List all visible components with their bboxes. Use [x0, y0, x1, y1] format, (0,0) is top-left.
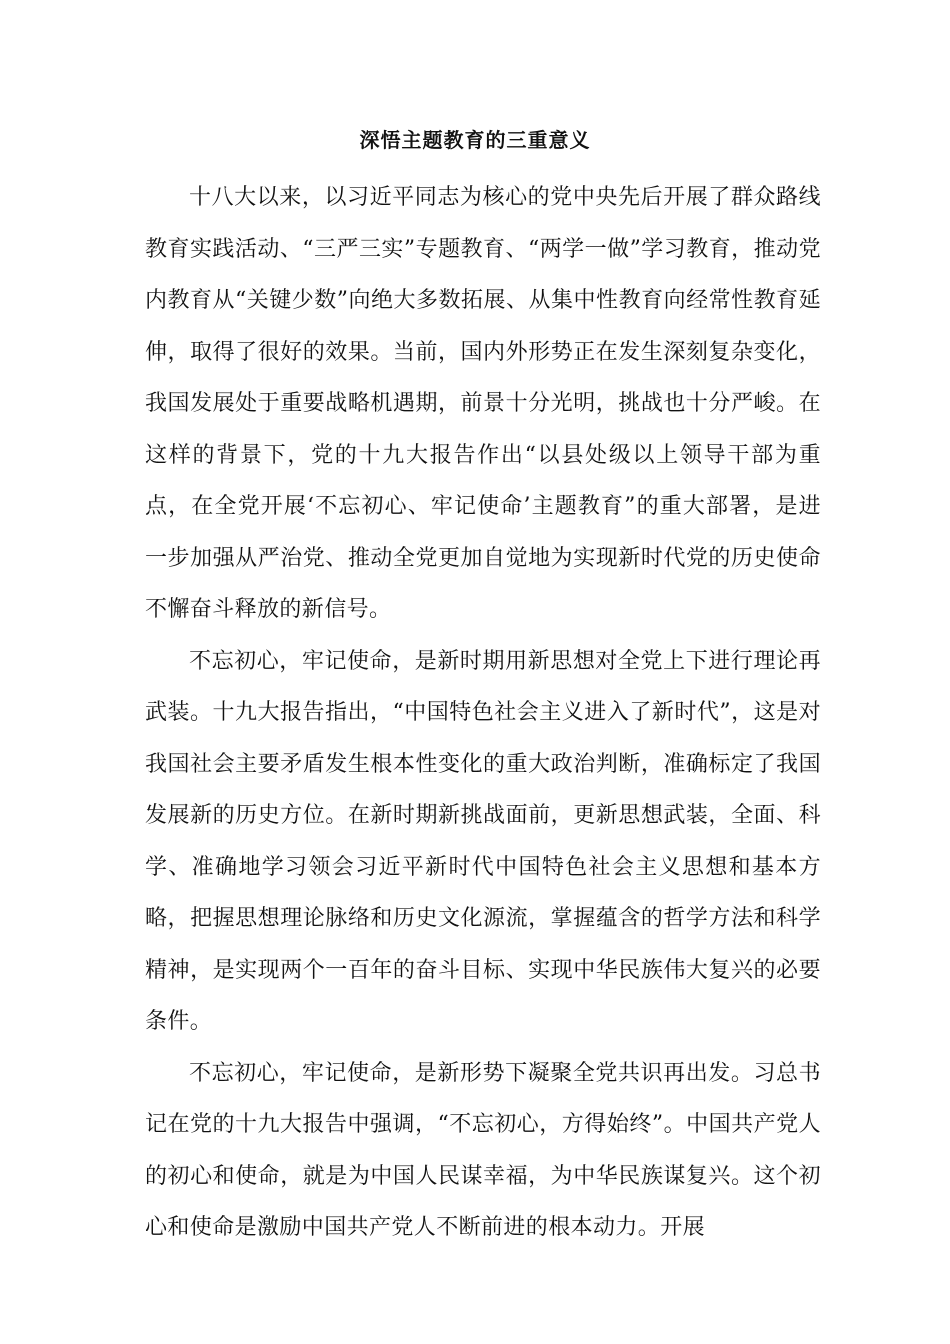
paragraph-1: 十八大以来，以习近平同志为核心的党中央先后开展了群众路线教育实践活动、“三严三实”专题教育、“两学一做”学习教育，推动党内教育从“关键少数”向绝大多数拓展、从集中性教育向经常性教育延伸，取得了很好的效果。当前，国内外形势正在发生深刻复杂变化，我国发展处于重要战略机遇期，前景十分光明，挑战也十分严峻。在这样的背景下，党的十九大报告作出“以县处级以上领导干部为重点，在全党开展‘不忘初心、牢记使命’主题教育”的重大部署，是进一步加强从严治党、推动全党更加自觉地为实现新时代党的历史使命不懈奋斗释放的新信号。	[145, 185, 821, 622]
document-body	[145, 172, 821, 1254]
paragraph-2: 不忘初心，牢记使命，是新时期用新思想对全党上下进行理论再武装。十九大报告指出，“中国特色社会主义进入了新时代”，这是对我国社会主要矛盾发生根本性变化的重大政治判断，准确标定了我国发展新的历史方位。在新时期新挑战面前，更新思想武装，全面、科学、准确地学习领会习近平新时代中国特色社会主义思想和基本方略，把握思想理论脉络和历史文化源流，掌握蕴含的哲学方法和科学精神，是实现两个一百年的奋斗目标、实现中华民族伟大复兴的必要条件。	[145, 648, 821, 1034]
paragraph-3: 不忘初心，牢记使命，是新形势下凝聚全党共识再出发。习总书记在党的十九大报告中强调，“不忘初心，方得始终”。中国共产党人的初心和使命，就是为中国人民谋幸福，为中华民族谋复兴。这个初心和使命是激励中国共产党人不断前进的根本动力。开展	[145, 1060, 821, 1240]
document-title: 深悟主题教育的三重意义	[359, 128, 591, 152]
